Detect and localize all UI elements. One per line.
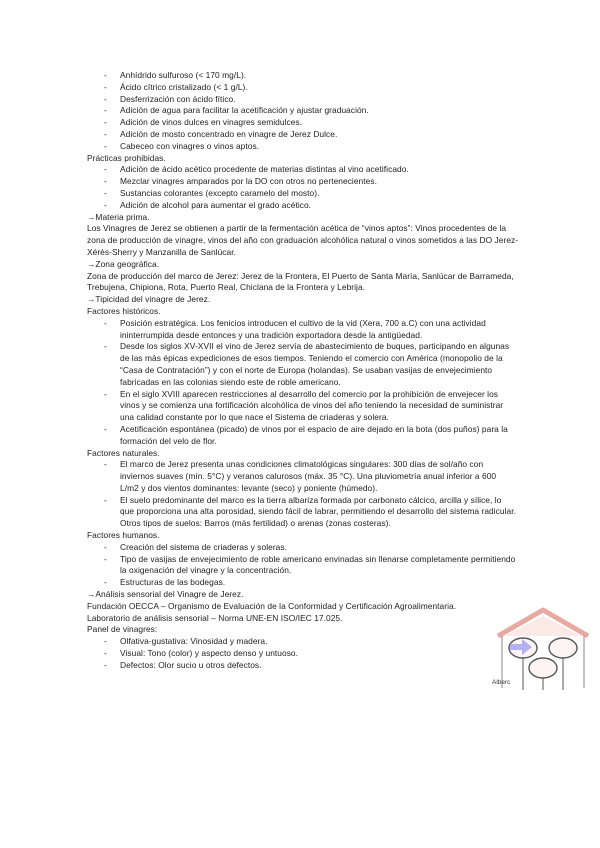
prohibited-heading: Prácticas prohibidas. [87, 152, 166, 163]
list-item: - El suelo predominante del marco es la tierra albariza formada por carbonato cálcico, arcilla y sílice, lo que proporciona una alta porosidad, siendo fácil de labrar, permitiendo el desarrollo del sistema radicular. Otros tipos de suelos: Barros (más fertilidad) o arenas (zonas costeras). [87, 495, 519, 530]
list-item: - Olfativa-gustativa: Vinosidad y madera. [87, 636, 519, 648]
natural-factors-heading: Factores naturales. [87, 447, 160, 458]
sensory-heading: →Análisis sensorial del Vinagre de Jerez. [87, 589, 244, 600]
list-item: - Tipo de vasijas de envejecimiento de roble americano envinadas sin llenarse completamente permitiendo la oxigenación del vinagre y la concentración. [87, 554, 519, 578]
list-item: - Adición de alcohol para aumentar el grado acético. [87, 200, 519, 212]
human-factors-list [87, 542, 519, 589]
list-item: - Mezclar vinagres amparados por la DO con otros no pertenecientes. [87, 176, 519, 188]
list-item: - Sustancias colorantes (excepto caramelo del mosto). [87, 188, 519, 200]
list-item: - En el siglo XVIII aparecen restricciones al desarrollo del comercio por la prohibición de envejecer los vinos y se comienza una fortificación alcohólica de vinos del año teniendo la necesidad de suministrar una calidad constante por lo que nace el Sistema de criaderas y solera. [87, 389, 519, 424]
historical-factors-heading: Factores históricos. [87, 305, 161, 316]
typicity-heading: →Tipicidad del vinagre de Jerez. [87, 294, 211, 305]
list-item: - Creación del sistema de criaderas y soleras. [87, 542, 519, 554]
figure-label: Alberc [492, 679, 511, 686]
geo-zone-heading: →Zona geográfica. [87, 258, 160, 269]
document-content [87, 70, 519, 672]
human-factors-heading: Factores humanos. [87, 530, 160, 541]
list-item: - Posición estratégica. Los fenicios introducen el cultivo de la vid (Xera, 700 a.C) con una actividad ininterrumpida desde entonces y una tradición exportadora desde la antigüedad. [87, 318, 519, 342]
list-item: - El marco de Jerez presenta unas condiciones climatológicas singulares: 300 días de sol/año con inviernos suaves (mín. 5°C) y veranos calurosos (máx. 35 °C). Una pluviometría anual inferior a 600 L/m2 y dos vientos dominantes: levante (seco) y poniente (húmedo). [87, 459, 519, 494]
list-item: - Adición de vinos dulces en vinagres semidulces. [87, 117, 519, 129]
list-item: - Acetificación espontánea (picado) de vinos por el espacio de aire dejado en la bota (dos puños) para la formación del velo de flor. [87, 424, 519, 448]
list-item: - Adición de agua para facilitar la acetificación y ajustar graduación. [87, 105, 519, 117]
list-item: - Adición de mosto concentrado en vinagre de Jerez Dulce. [87, 129, 519, 141]
list-item: - Adición de ácido acético procedente de materias distintas al vino acetificado. [87, 164, 519, 176]
list-item: - Cabeceo con vinagres o vinos aptos. [87, 141, 519, 153]
panel-list [87, 636, 519, 671]
permitted-practices-list [87, 70, 519, 153]
geo-zone-text: Zona de producción del marco de Jerez: Jerez de la Frontera, El Puerto de Santa María, Sanlúcar de Barrameda, Trebujena, Chipiona, Rota, Puerto Real, Chiclana de la Frontera y Lebrija. [87, 270, 514, 293]
foundation-text: Fundación OECCA – Organismo de Evaluación de la Conformidad y Certificación Agroalimentaria. [87, 600, 457, 611]
raw-material-heading: →Materia prima. [87, 211, 150, 222]
list-item: - Visual: Tono (color) y aspecto denso y untuoso. [87, 648, 519, 660]
list-item: - Anhídrido sulfuroso (< 170 mg/L). [87, 70, 519, 82]
list-item: - Desferrización con ácido fítico. [87, 94, 519, 106]
list-item: - Desde los siglos XV-XVII el vino de Jerez servía de abastecimiento de buques, participando en algunas de las más épicas expediciones de esos tiempos. Teniendo el comercio con América (monopolio de la “Casa de Contratación”) y con el norte de Europa (holandas). Se usaban vasijas de envejecimiento fabricadas en las colonias siendo este de roble americano. [87, 341, 519, 388]
list-item: - Defectos: Olor sucio u otros defectos. [87, 660, 519, 672]
lab-text: Laboratorio de análisis sensorial – Norma UNE-EN ISO/IEC 17.025. [87, 612, 343, 623]
historical-factors-list [87, 318, 519, 448]
panel-heading: Panel de vinagres: [87, 624, 158, 635]
prohibited-list [87, 164, 519, 211]
natural-factors-list [87, 459, 519, 530]
raw-material-text: Los Vinagres de Jerez se obtienen a partir de la fermentación acética de “vinos aptos”: Vinos procedentes de la zona de producción de vinagre, vinos del año con graduación alcohólica natural o vinos sometidos a las DO Jerez-Xérès-Sherry y Manzanilla de Sanlúcar. [87, 223, 519, 257]
list-item: - Estructuras de las bodegas. [87, 577, 519, 589]
list-item: - Ácido cítrico cristalizado (< 1 g/L). [87, 82, 519, 94]
